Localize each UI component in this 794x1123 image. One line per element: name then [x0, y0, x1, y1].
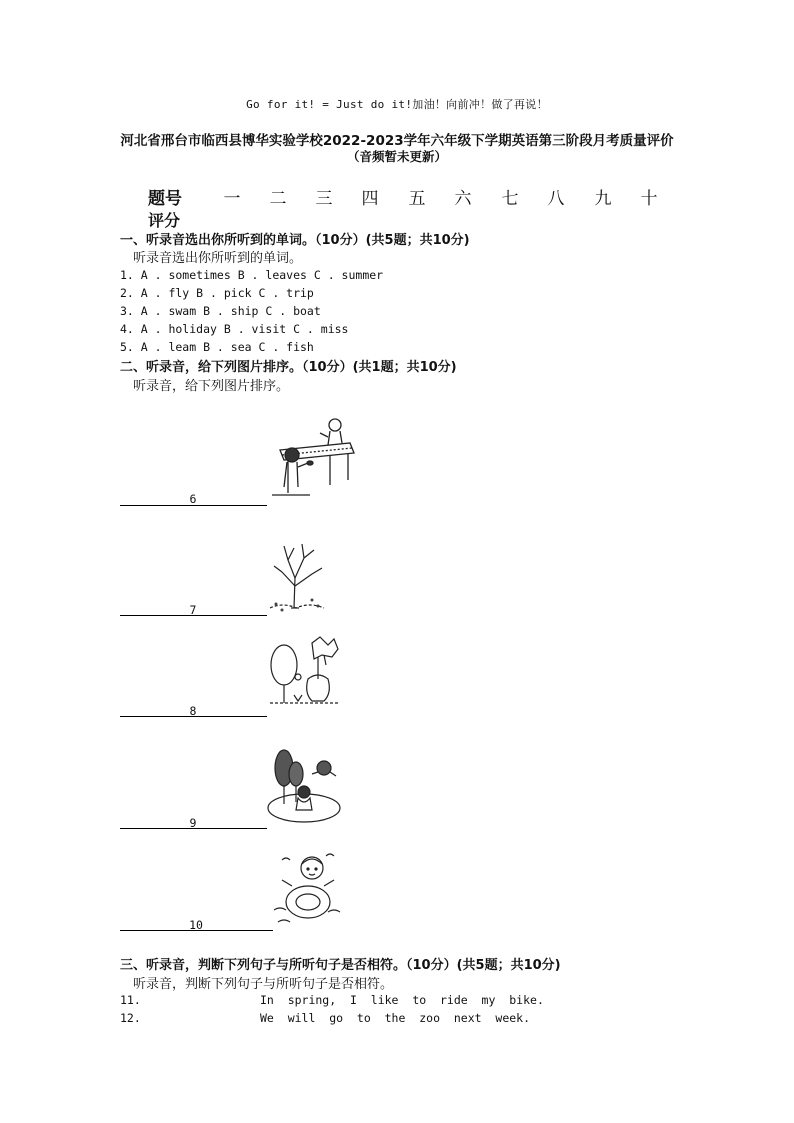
- answer-line-7[interactable]: [120, 615, 267, 616]
- picnic-girl-icon: [266, 746, 346, 826]
- question-11-text: In spring, I like to ride my bike.: [260, 993, 544, 1007]
- score-col-3: 三: [315, 189, 333, 209]
- section1-instruction: 听录音选出你所听到的单词。: [133, 251, 303, 266]
- section1-heading: 一、听录音选出你所听到的单词。（10分）(共5题；共10分): [120, 233, 470, 248]
- section3-heading: 三、听录音，判断下列句子与所听句子是否相符。（10分）(共5题；共10分): [120, 958, 561, 973]
- question-1: 1. A . sometimes B . leaves C . summer: [120, 268, 384, 282]
- answer-line-9[interactable]: [120, 828, 267, 829]
- motto-header: Go for it! = Just do it!加油！向前冲！做了再说！: [246, 98, 548, 111]
- score-col-4: 四: [361, 189, 379, 209]
- score-table-header: 题号: [148, 189, 182, 209]
- section3-instruction: 听录音，判断下列句子与所听句子是否相符。: [133, 977, 394, 992]
- answer-line-10[interactable]: [120, 930, 273, 931]
- score-col-8: 八: [547, 189, 565, 209]
- question-2: 2. A . fly B . pick C . trip: [120, 286, 314, 300]
- answer-number-8: 8: [189, 704, 197, 718]
- trees-scene-icon: [268, 635, 340, 710]
- answer-number-9: 9: [189, 816, 197, 830]
- question-12-number: 12.: [120, 1011, 141, 1025]
- score-col-1: 一: [223, 189, 241, 209]
- table-tennis-icon: [270, 415, 362, 500]
- section2-heading: 二、听录音，给下列图片排序。（10分）(共1题；共10分): [120, 360, 457, 375]
- answer-line-8[interactable]: [120, 716, 267, 717]
- score-col-10: 十: [640, 189, 658, 209]
- question-12-text: We will go to the zoo next week.: [260, 1011, 531, 1025]
- score-row-label: 评分: [148, 211, 181, 230]
- answer-number-10: 10: [189, 918, 203, 932]
- answer-number-7: 7: [189, 603, 197, 617]
- swimming-child-icon: [272, 850, 342, 930]
- answer-line-6[interactable]: [120, 505, 267, 506]
- question-11-number: 11.: [120, 993, 141, 1007]
- score-col-7: 七: [501, 189, 519, 209]
- score-col-6: 六: [454, 189, 472, 209]
- question-5: 5. A . leam B . sea C . fish: [120, 340, 314, 354]
- page-title: 河北省邢台市临西县博华实验学校2022-2023学年六年级下学期英语第三阶段月考质量评价: [120, 133, 674, 149]
- answer-number-6: 6: [189, 492, 197, 506]
- bare-tree-icon: [268, 538, 328, 616]
- section2-instruction: 听录音，给下列图片排序。: [133, 379, 290, 394]
- score-col-5: 五: [408, 189, 426, 209]
- question-4: 4. A . holiday B . visit C . miss: [120, 322, 349, 336]
- score-col-2: 二: [269, 189, 287, 209]
- question-3: 3. A . swam B . ship C . boat: [120, 304, 321, 318]
- page-subtitle: （音频暂未更新）: [346, 149, 447, 164]
- score-col-9: 九: [594, 189, 612, 209]
